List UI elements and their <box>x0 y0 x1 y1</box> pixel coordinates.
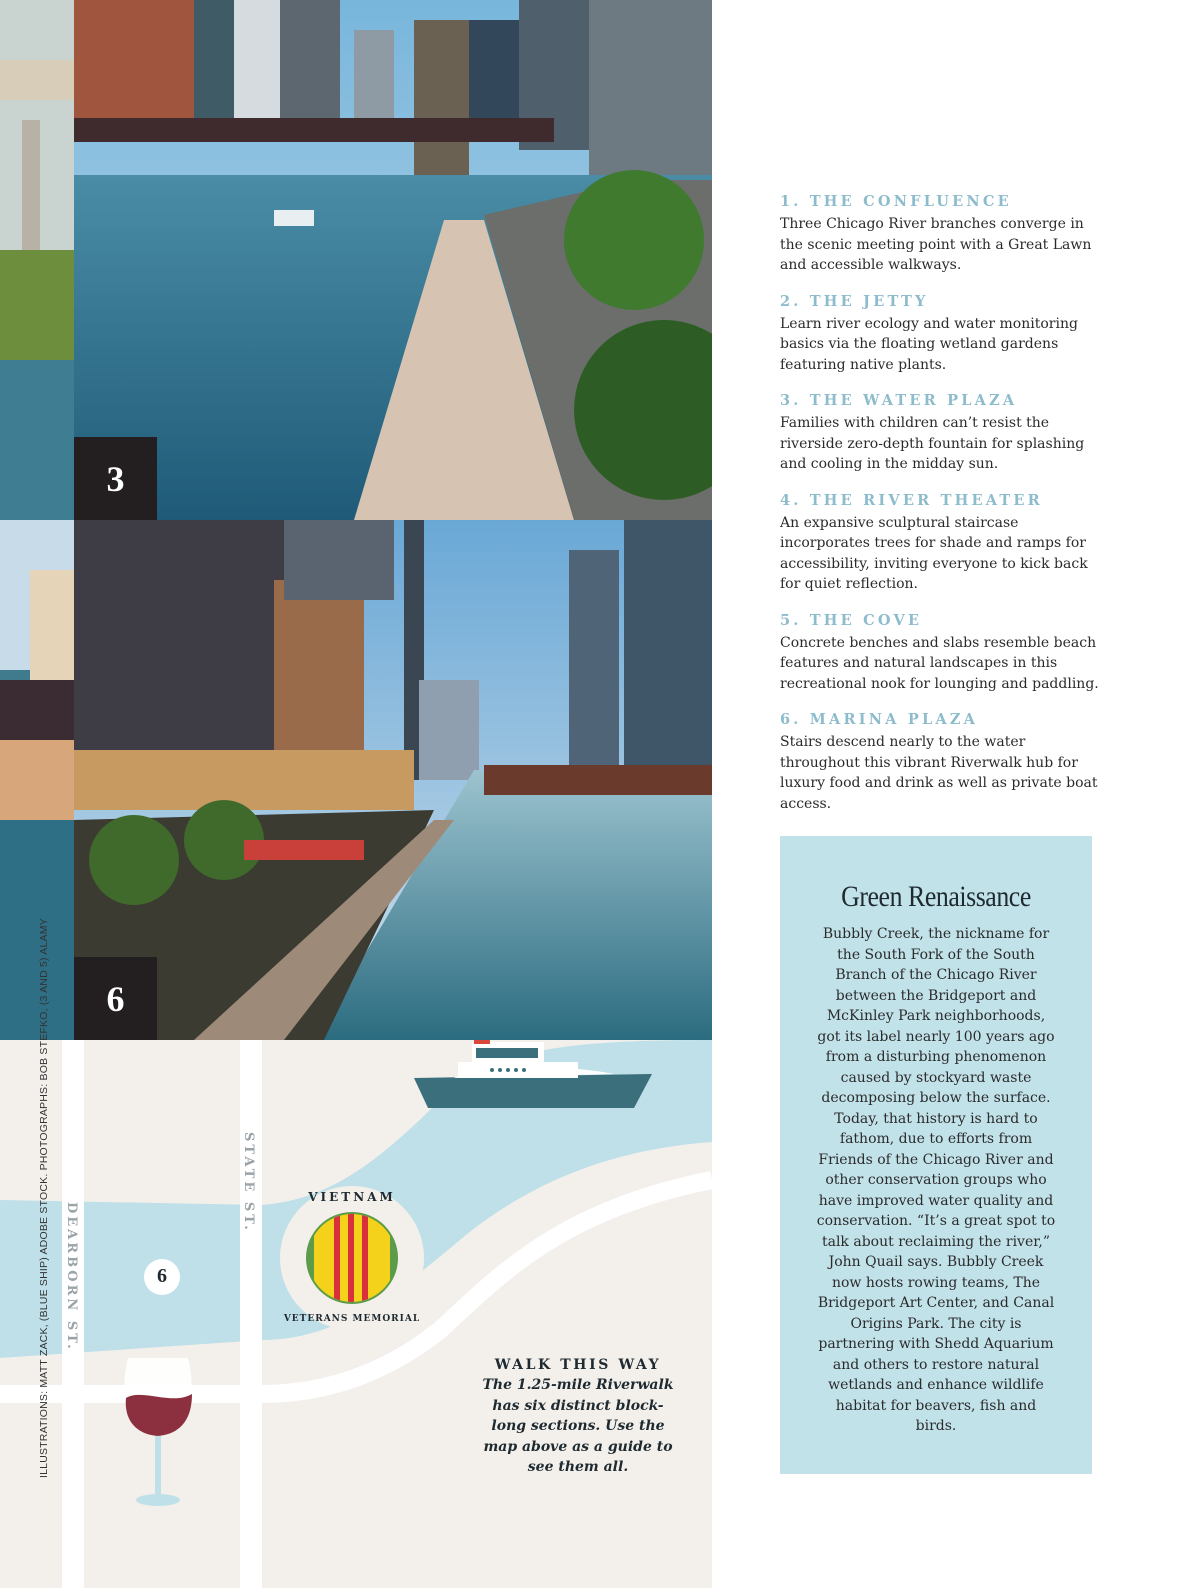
section-title: 2. THE JETTY <box>780 292 929 310</box>
section-body: Learn river ecology and water monitoring basics via the floating wetland gardens featuring native plants. <box>780 315 1078 373</box>
wine-glass-icon <box>124 1358 192 1506</box>
section-body: Stairs descend nearly to the water throughout this vibrant Riverwalk hub for luxury food and drink as well as private boat access. <box>780 734 1098 812</box>
section-title: 6. MARINA PLAZA <box>780 711 979 728</box>
section-title: 5. THE COVE <box>780 611 923 629</box>
left-strip-photo-top <box>0 0 74 520</box>
sidebar-body: Bubbly Creek, the nickname for the South Fork of the South Branch of the Chicago River between the Bridgeport and McKinley Park neighborhoods, got its label nearly 100 years ago from a disturbing phenomenon caused by stockyard waste decomposing below the surface. Today, that history is hard to fathom, due to efforts from Friends of the Chicago River and other conservation groups who have improved water quality and conservation. “It’s a great spot to talk about reclaiming the river,” John Quail says. Bubbly Creek now hosts rowing teams, The Bridgeport Art Center, and Canal Origins Park. The city is partnering with Shedd Aquarium and others to restore natural wetlands and enhance wildlife habitat for beavers, fish and birds. <box>816 926 1056 1434</box>
section-body: Concrete benches and slabs resemble beach features and natural landscapes in this recreational nook for lounging and paddling. <box>780 634 1099 692</box>
section-item <box>780 612 1100 695</box>
sidebar-title: Green Renaissance <box>841 880 1031 913</box>
vietnam-memorial-badge <box>280 1186 424 1330</box>
section-title: 1. THE CONFLUENCE <box>780 193 1012 210</box>
left-strip-photo-bottom <box>0 520 74 1040</box>
section-body: Families with children can’t resist the riverside zero-depth fountain for splashing and cooling in the midday sun. <box>780 415 1085 472</box>
marina-plaza-photo <box>74 520 712 1040</box>
section-item <box>780 392 1100 475</box>
section-title: 3. THE WATER PLAZA <box>780 392 1018 409</box>
walk-title: WALK THIS WAY <box>494 1357 662 1373</box>
green-renaissance-sidebar <box>780 836 1092 1474</box>
walk-this-way <box>478 1357 678 1478</box>
section-title: 4. THE RIVER THEATER <box>780 491 1043 509</box>
walk-body: The 1.25-mile Riverwalk has six distinct block-long sections. Use the map above as a guide to see them all. <box>482 1377 674 1475</box>
section-item <box>780 711 1100 814</box>
state-street-label: STATE ST. <box>241 1132 256 1233</box>
section-body: Three Chicago River branches converge in the scenic meeting point with a Great Lawn and accessible walkways. <box>780 216 1092 273</box>
state-street <box>240 1040 262 1588</box>
memorial-label-bottom: VETERANS MEMORIAL <box>283 1314 421 1324</box>
section-body: An expansive sculptural staircase incorporates trees for shade and ramps for accessibility, inviting everyone to kick back for quiet reflection. <box>780 514 1088 592</box>
dearborn-street-label: DEARBORN ST. <box>64 1202 79 1352</box>
water-plaza-photo <box>74 0 712 520</box>
section-number-3: 3 <box>74 437 157 520</box>
riverwalk-sections <box>780 193 1100 831</box>
section-number-6: 6 <box>74 957 157 1040</box>
photo-credit: ILLUSTRATIONS: MATT ZACK, (BLUE SHIP) ADOBE STOCK. PHOTOGRAPHS: BOB STEFKO, (3 AND 5) ALAMY <box>38 918 50 1478</box>
section-item <box>780 492 1100 595</box>
memorial-label-top: VIETNAM <box>308 1190 396 1204</box>
section-item <box>780 193 1100 276</box>
section-item <box>780 293 1100 376</box>
riverwalk-map <box>0 1040 712 1588</box>
marker-number: 6 <box>157 1265 167 1287</box>
